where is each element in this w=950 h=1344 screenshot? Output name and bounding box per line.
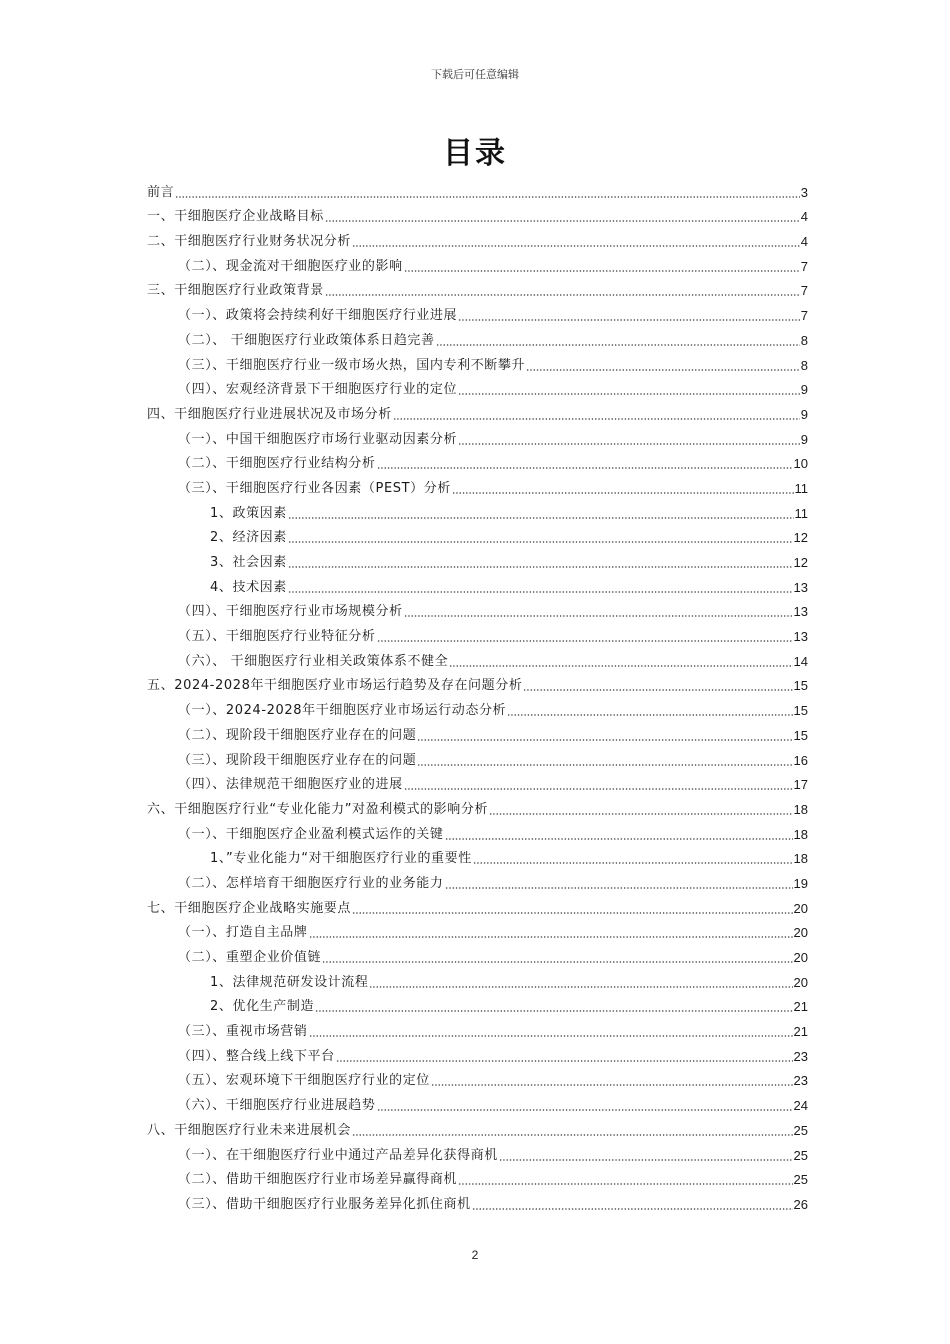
toc-entry-page: 15 — [793, 727, 808, 743]
dot-leader — [404, 270, 800, 272]
dot-leader — [377, 640, 793, 642]
dot-leader — [404, 788, 793, 790]
toc-entry-page: 10 — [793, 456, 808, 472]
dot-leader — [352, 245, 800, 247]
toc-entry[interactable] — [147, 694, 808, 719]
toc-entry-title: （五）、宏观环境下干细胞医疗行业的定位 — [178, 1073, 430, 1089]
toc-entry-page: 20 — [793, 925, 808, 941]
toc-entry[interactable] — [147, 1040, 808, 1065]
dot-leader — [473, 862, 793, 864]
toc-entry-page: 20 — [793, 900, 808, 916]
toc-entry-page: 16 — [793, 752, 808, 768]
toc-entry[interactable] — [147, 1089, 808, 1114]
toc-entry[interactable] — [147, 349, 808, 374]
toc-entry-title: （六）、 干细胞医疗行业相关政策体系不健全 — [178, 653, 449, 669]
toc-entry-page: 13 — [793, 629, 808, 645]
toc-entry-page: 15 — [793, 703, 808, 719]
toc-entry-page: 20 — [793, 974, 808, 990]
toc-entry-page: 13 — [793, 604, 808, 620]
toc-entry-title: （四）、法律规范干细胞医疗业的进展 — [178, 777, 403, 793]
toc-entry-title: 一、干细胞医疗企业战略目标 — [147, 209, 324, 225]
toc-entry[interactable] — [147, 448, 808, 473]
dot-leader — [288, 517, 794, 519]
toc-entry-page: 14 — [793, 653, 808, 669]
toc-entry[interactable] — [147, 818, 808, 843]
toc-entry-page: 7 — [800, 283, 808, 299]
toc-entry[interactable] — [147, 1065, 808, 1090]
toc-entry-page: 26 — [793, 1196, 808, 1212]
toc-entry-page: 4 — [800, 209, 808, 225]
toc-entry-page: 15 — [793, 678, 808, 694]
toc-entry-title: 前言 — [147, 184, 175, 200]
dot-leader — [377, 467, 793, 469]
toc-entry-page: 25 — [793, 1147, 808, 1163]
toc-entry[interactable] — [147, 571, 808, 596]
toc-entry[interactable] — [147, 596, 808, 621]
dot-leader — [352, 1134, 793, 1136]
toc-entry-page: 25 — [793, 1172, 808, 1188]
toc-entry-title: （二）、怎样培育干细胞医疗行业的业务能力 — [178, 875, 444, 891]
toc-entry[interactable] — [147, 1188, 808, 1213]
toc-entry[interactable] — [147, 1139, 808, 1164]
dot-leader — [445, 887, 793, 889]
toc-entry-title: 1、政策因素 — [210, 505, 287, 521]
dot-leader — [431, 1084, 793, 1086]
toc-entry[interactable] — [147, 793, 808, 818]
toc-entry-page: 21 — [793, 999, 808, 1015]
page-title: 目录 — [443, 136, 507, 171]
toc-entry[interactable] — [147, 176, 808, 201]
dot-leader — [404, 615, 793, 617]
dot-leader — [325, 220, 800, 222]
dot-leader — [322, 961, 792, 963]
dot-leader — [288, 566, 793, 568]
dot-leader — [449, 665, 792, 667]
toc-entry-page: 7 — [800, 308, 808, 324]
toc-entry[interactable] — [147, 374, 808, 399]
toc-entry-title: （一）、2024-2028年干细胞医疗业市场运行动态分析 — [178, 703, 507, 719]
toc-entry[interactable] — [147, 744, 808, 769]
toc-entry-page: 9 — [800, 406, 808, 422]
dot-leader — [417, 739, 792, 741]
toc-entry-page: 18 — [793, 801, 808, 817]
dot-leader — [175, 196, 800, 198]
toc-entry-title: 八、干细胞医疗行业未来进展机会 — [147, 1122, 352, 1138]
toc-entry-title: 1、法律规范研发设计流程 — [210, 974, 369, 990]
toc-entry-page: 11 — [794, 480, 808, 496]
toc-entry-page: 24 — [793, 1098, 808, 1114]
toc-entry-title: （三）、重视市场营销 — [178, 1024, 308, 1040]
dot-leader — [288, 541, 793, 543]
dot-leader — [445, 838, 793, 840]
toc-entry-title: （一）、在干细胞医疗行业中通过产品差异化获得商机 — [178, 1147, 498, 1163]
toc-entry-title: （四）、整合线上线下平台 — [178, 1048, 335, 1064]
toc-entry-title: （四）、宏观经济背景下干细胞医疗行业的定位 — [178, 382, 458, 398]
toc-entry-title: （二）、重塑企业价值链 — [178, 950, 322, 965]
dot-leader — [499, 1159, 793, 1161]
toc-entry-title: （三）、现阶段干细胞医疗业存在的问题 — [178, 752, 417, 768]
toc-entry[interactable] — [147, 472, 808, 497]
dot-leader — [377, 1109, 793, 1111]
toc-entry[interactable] — [147, 867, 808, 892]
toc-entry-title: （二）、现阶段干细胞医疗业存在的问题 — [178, 727, 417, 743]
dot-leader — [309, 1035, 793, 1037]
toc-entry-title: （四）、干细胞医疗行业市场规模分析 — [178, 604, 403, 620]
toc-entry-title: （二）、 干细胞医疗行业政策体系日趋完善 — [178, 332, 435, 348]
toc-entry-title: （五）、干细胞医疗行业特征分析 — [178, 629, 376, 645]
toc-entry-page: 21 — [793, 1024, 808, 1040]
toc-entry-page: 23 — [793, 1073, 808, 1089]
toc-entry[interactable] — [147, 966, 808, 991]
toc-entry-page: 7 — [800, 258, 808, 274]
toc-entry[interactable] — [147, 546, 808, 571]
toc-entry-page: 8 — [800, 357, 808, 373]
dot-leader — [325, 294, 800, 296]
toc-entry-page: 3 — [800, 184, 808, 200]
toc-entry-title: 2、优化生产制造 — [210, 999, 315, 1015]
dot-leader — [393, 418, 800, 420]
toc-entry[interactable] — [147, 299, 808, 324]
dot-leader — [526, 369, 800, 371]
toc-entry[interactable] — [147, 1015, 808, 1040]
toc-entry[interactable] — [147, 670, 808, 695]
dot-leader — [452, 492, 794, 494]
toc-entry-page: 12 — [793, 555, 808, 570]
toc-entry-title: （三）、借助干细胞医疗行业服务差异化抓住商机 — [178, 1196, 471, 1212]
toc-entry[interactable] — [147, 324, 808, 349]
toc-entry[interactable] — [147, 892, 808, 917]
table-of-contents — [147, 176, 808, 1213]
toc-entry-title: （六）、干细胞医疗行业进展趋势 — [178, 1098, 376, 1114]
toc-entry[interactable] — [147, 719, 808, 744]
toc-entry-title: 四、干细胞医疗行业进展状况及市场分析 — [147, 406, 392, 422]
toc-entry-title: （一）、打造自主品牌 — [178, 925, 308, 941]
dot-leader — [315, 1010, 792, 1012]
toc-entry[interactable] — [147, 843, 808, 868]
toc-entry-page: 23 — [793, 1048, 808, 1064]
toc-entry-page: 18 — [793, 851, 808, 867]
toc-entry-title: （一）、政策将会持续利好干细胞医疗行业进展 — [178, 308, 458, 324]
dot-leader — [436, 344, 800, 346]
toc-entry-page: 9 — [800, 431, 808, 447]
toc-entry-title: （三）、干细胞医疗行业各因素（PEST）分析 — [178, 480, 451, 496]
toc-entry-title: （二）、现金流对干细胞医疗业的影响 — [178, 258, 403, 274]
toc-entry-title: 六、干细胞医疗行业“专业化能力”对盈利模式的影响分析 — [147, 801, 489, 817]
dot-leader — [417, 764, 792, 766]
toc-entry-title: 3、社会因素 — [210, 555, 287, 570]
toc-entry-title: 三、干细胞医疗行业政策背景 — [147, 283, 324, 299]
toc-entry[interactable] — [147, 522, 808, 547]
toc-entry-title: 4、技术因素 — [210, 579, 287, 595]
toc-entry[interactable] — [147, 225, 808, 250]
dot-leader — [369, 986, 792, 988]
dot-leader — [458, 1183, 792, 1185]
dot-leader — [458, 443, 800, 445]
toc-entry[interactable] — [147, 991, 808, 1016]
dot-leader — [309, 936, 793, 938]
dot-leader — [458, 319, 800, 321]
toc-entry[interactable] — [147, 941, 808, 966]
toc-entry-title: （二）、干细胞医疗行业结构分析 — [178, 456, 376, 472]
toc-entry[interactable] — [147, 1164, 808, 1189]
toc-entry[interactable] — [147, 620, 808, 645]
toc-entry[interactable] — [147, 645, 808, 670]
toc-entry-page: 4 — [800, 234, 808, 250]
toc-entry[interactable] — [147, 201, 808, 226]
toc-entry[interactable] — [147, 275, 808, 300]
toc-entry-page: 25 — [793, 1122, 808, 1138]
page-number: 2 — [471, 1248, 479, 1262]
toc-entry-title: 五、2024-2028年干细胞医疗业市场运行趋势及存在问题分析 — [147, 678, 523, 694]
toc-entry-title: 二、干细胞医疗行业财务状况分析 — [147, 234, 352, 250]
dot-leader — [336, 1060, 793, 1062]
toc-entry[interactable] — [147, 769, 808, 794]
toc-entry-page: 20 — [793, 950, 808, 965]
dot-leader — [472, 1208, 793, 1210]
toc-entry-page: 9 — [800, 382, 808, 398]
dot-leader — [352, 912, 793, 914]
dot-leader — [489, 813, 792, 815]
toc-entry[interactable] — [147, 497, 808, 522]
toc-entry[interactable] — [147, 398, 808, 423]
toc-entry-page: 8 — [800, 332, 808, 348]
toc-entry-page: 12 — [793, 530, 808, 546]
toc-entry-page: 18 — [793, 826, 808, 842]
toc-entry-title: （一）、干细胞医疗企业盈利模式运作的关键 — [178, 826, 444, 842]
toc-entry-title: （一）、中国干细胞医疗市场行业驱动因素分析 — [178, 431, 458, 447]
dot-leader — [523, 689, 792, 691]
dot-leader — [288, 591, 793, 593]
dot-leader — [507, 714, 792, 716]
toc-entry[interactable] — [147, 250, 808, 275]
toc-entry-page: 17 — [793, 777, 808, 793]
toc-entry-title: （三）、干细胞医疗行业一级市场火热，国内专利不断攀升 — [178, 357, 526, 373]
page-header: 下载后可任意编辑 — [431, 68, 519, 81]
toc-entry[interactable] — [147, 917, 808, 942]
dot-leader — [458, 393, 800, 395]
toc-entry-title: 2、经济因素 — [210, 530, 287, 546]
toc-entry-page: 11 — [794, 505, 808, 521]
toc-entry-title: 七、干细胞医疗企业战略实施要点 — [147, 900, 352, 916]
toc-entry[interactable] — [147, 423, 808, 448]
toc-entry-page: 19 — [793, 875, 808, 891]
toc-entry-title: 1、”专业化能力“对干细胞医疗行业的重要性 — [210, 851, 472, 867]
toc-entry[interactable] — [147, 1114, 808, 1139]
toc-entry-title: （二）、借助干细胞医疗行业市场差异赢得商机 — [178, 1172, 458, 1188]
toc-entry-page: 13 — [793, 579, 808, 595]
